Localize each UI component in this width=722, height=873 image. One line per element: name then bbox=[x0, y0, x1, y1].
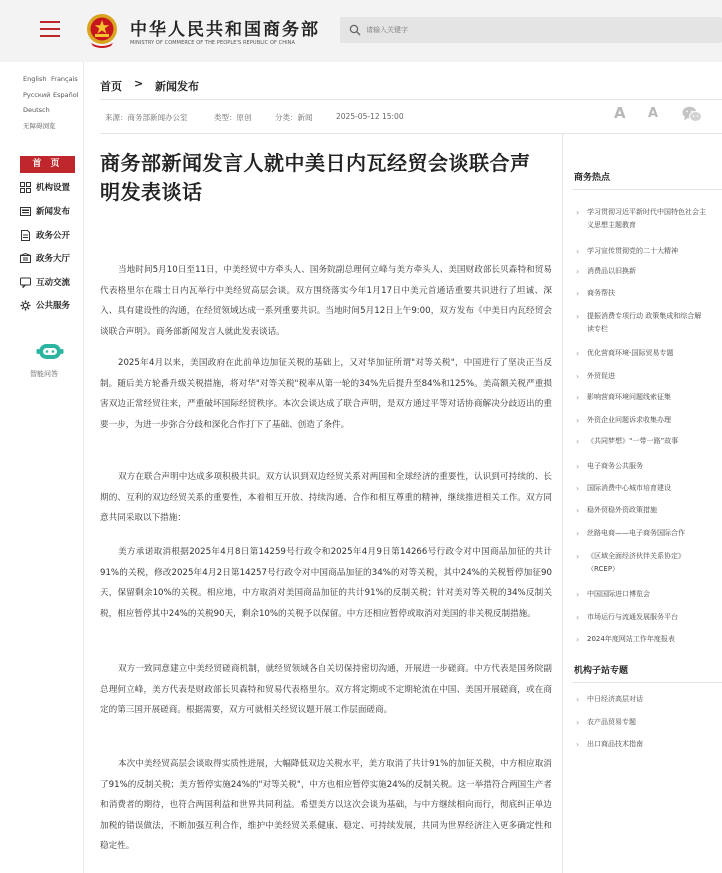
hot-topic-link[interactable]: › 外资企业问题诉求收集办理 bbox=[576, 414, 708, 427]
hall-icon bbox=[20, 253, 31, 264]
hot-topic-link[interactable]: › 丝路电商——电子商务国际合作 bbox=[576, 527, 708, 540]
lang-spanish[interactable]: Español bbox=[53, 91, 79, 99]
lang-russian[interactable]: Русский bbox=[23, 91, 51, 99]
font-size-large-button[interactable]: A bbox=[614, 104, 626, 122]
hot-topic-link[interactable]: › 市场运行与流通发展服务平台 bbox=[576, 611, 708, 624]
subsite-link[interactable]: › 农产品贸易专题 bbox=[576, 716, 708, 729]
article-paragraph: 2025年4月以来，美国政府在此前单边加征关税的基础上，又对华加征所谓"对等关税"，中国进行了坚决正当反制。随后美方轮番升级关税措施，将对华"对等关税"税率从第一轮的34%先后提升至84%和125%。美高额关税严重损害双边正常经贸往来，严重破坏国际经贸秩序。本次会谈达成了联合声明，是双方通过平等对话协商解决分歧迈出的重要一步，为进一步弥合分歧和深化合作打下了基础、创造了条件。 bbox=[100, 358, 552, 430]
meta-date: 2025-05-12 15:00 bbox=[336, 112, 404, 121]
nav-item-organization[interactable] bbox=[20, 179, 80, 197]
site-subtitle: MINISTRY OF COMMERCE OF THE PEOPLE'S REPUBLIC OF CHINA bbox=[130, 40, 296, 46]
nav-item-news[interactable] bbox=[20, 203, 80, 221]
subsite-link[interactable]: › 中日经济高层对话 bbox=[576, 693, 708, 706]
nav-item-interaction[interactable] bbox=[20, 274, 80, 292]
wechat-share-icon[interactable] bbox=[682, 106, 702, 123]
national-emblem-icon[interactable] bbox=[85, 11, 119, 49]
nav-item-label: 机构设置 bbox=[36, 183, 71, 193]
menu-icon[interactable] bbox=[40, 21, 60, 37]
divider bbox=[572, 682, 722, 683]
news-icon bbox=[20, 206, 31, 217]
hot-topic-link[interactable]: › 外贸促进 bbox=[576, 370, 708, 383]
chatbot-label[interactable]: 智能问答 bbox=[30, 370, 58, 378]
divider bbox=[100, 99, 722, 100]
accessibility-link[interactable]: 无障碍浏览 bbox=[23, 122, 56, 130]
article-paragraph: 双方一致同意建立中美经贸磋商机制，就经贸领域各自关切保持密切沟通，开展进一步磋商。中方代表是国务院副总理何立峰，美方代表是财政部长贝森特和贸易代表格里尔。双方将定期或不定期轮流在中国、美国开展磋商，或在商定的第三国开展磋商。根据需要，双方可就相关经贸议题开展工作层面磋商。 bbox=[100, 664, 552, 716]
hot-topic-link[interactable]: › 电子商务公共服务 bbox=[576, 460, 708, 473]
hot-topic-link[interactable]: › 消费品以旧换新 bbox=[576, 265, 708, 278]
meta-source: 来源：商务部新闻办公室 bbox=[105, 113, 188, 122]
right-column-divider bbox=[562, 134, 563, 873]
hot-topic-link[interactable]: › 国际消费中心城市培育建设 bbox=[576, 482, 708, 495]
breadcrumb-current[interactable]: 新闻发布 bbox=[155, 80, 199, 93]
font-size-small-button[interactable]: A bbox=[648, 106, 659, 121]
nav-item-label: 公共服务 bbox=[36, 301, 71, 311]
hot-topics-title: 商务热点 bbox=[574, 173, 611, 183]
hot-topic-link[interactable]: › 《共同梦想》“一带一路”故事 bbox=[576, 435, 708, 448]
hot-topic-link[interactable]: › 《区域全面经济伙伴关系协定》（RCEP） bbox=[576, 550, 708, 576]
article-paragraph: 当地时间5月10日至11日，中美经贸中方牵头人、国务院副总理何立峰与美方牵头人、美国财政部长贝森特和贸易代表格里尔在瑞士日内瓦举行中美经贸高层会谈。双方围绕落实今年1月17日中美元首通话重要共识进行了坦诚、深入、具有建设性的沟通，在经贸领域达成一系列重要共识。当地时间5月12日上午9:00，双方发布《中美日内瓦经贸会谈联合声明》。商务部新闻发言人就此发表谈话。 bbox=[100, 265, 552, 337]
search-input[interactable] bbox=[366, 20, 706, 40]
hot-topic-link[interactable]: › 稳外贸稳外资政策措施 bbox=[576, 504, 708, 517]
lang-german[interactable]: Deutsch bbox=[23, 106, 50, 114]
nav-home[interactable]: 首 页 bbox=[20, 156, 75, 173]
nav-item-disclosure[interactable] bbox=[20, 227, 80, 245]
hot-topic-link[interactable]: › 中国国际进口博览会 bbox=[576, 588, 708, 601]
article-title: 商务部新闻发言人就中美日内瓦经贸会谈联合声明发表谈话 bbox=[100, 151, 531, 204]
divider bbox=[572, 189, 722, 190]
hot-topic-link[interactable]: › 2024年度网站工作年度报表 bbox=[576, 633, 708, 646]
meta-category: 分类：新闻 bbox=[275, 113, 313, 122]
hot-topic-link[interactable]: › 优化营商环境-国际贸易专题 bbox=[576, 347, 708, 360]
article-paragraph: 本次中美经贸高层会谈取得实质性进展，大幅降低双边关税水平，美方取消了共计91%的加征关税，中方相应取消了91%的反制关税；美方暂停实施24%的"对等关税"，中方也相应暂停实施24%的反制关税。这一举措符合两国生产者和消费者的期待，也符合两国利益和世界共同利益。希望美方以这次会谈为基础，与中方继续相向而行，彻底纠正单边加税的错误做法，不断加强互利合作，维护中美经贸关系健康、稳定、可持续发展，共同为世界经济注入更多确定性和稳定性。 bbox=[100, 759, 552, 852]
nav-item-label: 政务公开 bbox=[36, 231, 71, 241]
lang-french[interactable]: Français bbox=[51, 75, 78, 83]
document-icon bbox=[20, 230, 31, 241]
org-icon bbox=[20, 182, 31, 193]
search-icon[interactable] bbox=[349, 24, 361, 36]
nav-item-public-service[interactable] bbox=[20, 297, 80, 315]
nav-item-service-hall[interactable] bbox=[20, 250, 80, 268]
sidebar-divider bbox=[83, 62, 84, 873]
nav-item-label: 政务大厅 bbox=[36, 254, 71, 264]
hot-topic-link[interactable]: › 商务帮扶 bbox=[576, 287, 708, 300]
breadcrumb-home[interactable]: 首页 bbox=[100, 80, 122, 93]
chatbot-icon[interactable] bbox=[36, 342, 64, 362]
meta-type: 类型：原创 bbox=[214, 113, 252, 122]
nav-item-label: 互动交流 bbox=[36, 278, 71, 288]
hot-topic-link[interactable]: › 影响营商环境问题线索征集 bbox=[576, 391, 708, 404]
gear-icon bbox=[20, 300, 31, 311]
breadcrumb-separator: > bbox=[134, 77, 144, 90]
subsite-link[interactable]: › 出口商品技术指南 bbox=[576, 738, 708, 751]
article-paragraph: 双方在联合声明中达成多项积极共识。双方认识到双边经贸关系对两国和全球经济的重要性，认识到可持续的、长期的、互利的双边经贸关系的重要性，本着相互开放、持续沟通、合作和相互尊重的精神，继续推进相关工作。双方同意共同采取以下措施： bbox=[100, 472, 552, 524]
site-title: 中华人民共和国商务部 bbox=[130, 20, 320, 40]
nav-item-label: 新闻发布 bbox=[36, 207, 71, 217]
divider bbox=[100, 133, 722, 134]
hot-topic-link[interactable]: › 学习宣传贯彻党的二十大精神 bbox=[576, 245, 708, 258]
hot-topic-link[interactable]: › 提振消费专项行动 政策集成和综合解读专栏 bbox=[576, 310, 708, 336]
lang-english[interactable]: English bbox=[23, 75, 47, 83]
subsites-title: 机构子站专题 bbox=[574, 666, 629, 676]
chat-icon bbox=[20, 277, 31, 288]
hot-topic-link[interactable]: › 学习贯彻习近平新时代中国特色社会主义思想主题教育 bbox=[576, 206, 708, 232]
article-paragraph: 美方承诺取消根据2025年4月8日第14259号行政令和2025年4月9日第14266号行政令对中国商品加征的共计91%的关税，修改2025年4月2日第14257号行政令对中国商品加征的34%的对等关税，其中24%的关税暂停加征90天，保留剩余10%的关税。相应地，中方取消对美国商品加征的共计91%的反制关税；针对美对等关税的34%反制关税，相应暂停其中24%的关税90天，剩余10%的关税予以保留。中方还相应暂停或取消对美国的非关税反制措施。 bbox=[100, 547, 552, 619]
